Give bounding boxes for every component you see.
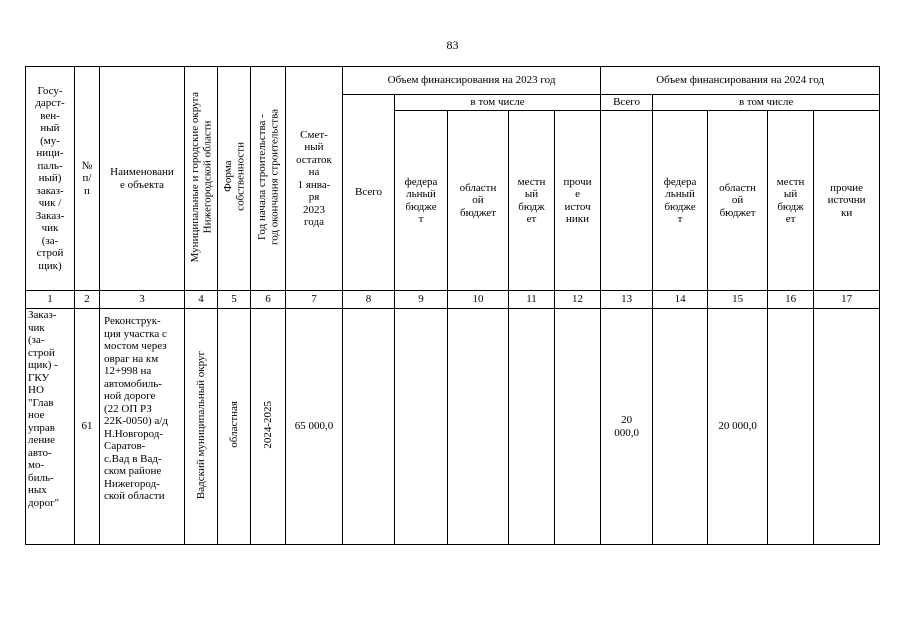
header-other-2023: прочи е источ ники [555, 111, 601, 291]
cell-total-2024: 20 000,0 [601, 309, 653, 545]
column-number: 9 [395, 291, 448, 309]
column-number: 2 [75, 291, 100, 309]
cell-local-2023 [509, 309, 555, 545]
cell-total-2023 [343, 309, 395, 545]
column-number: 6 [251, 291, 286, 309]
header-regional-2024: областн ой бюджет [708, 111, 768, 291]
header-customer: Госу- дарст- вен- ный (му- ници- паль- ный) заказ- чик / Заказ- чик (за- строй щик) [26, 67, 75, 291]
table-row [26, 309, 880, 545]
column-number: 4 [185, 291, 218, 309]
column-number: 11 [509, 291, 555, 309]
header-years-cell [251, 67, 286, 291]
header-ownership: Форма собственности [221, 142, 246, 212]
cell-regional-2023 [448, 309, 509, 545]
header-empty-2024 [601, 111, 653, 291]
header-estimated-balance: Смет- ный остаток на 1 янва- ря 2023 года [286, 67, 343, 291]
cell-local-2024 [768, 309, 814, 545]
cell-ownership: областная [227, 401, 240, 449]
header-total-2024: Всего [601, 95, 653, 111]
header-object-name: Наименовани е объекта [100, 67, 185, 291]
header-local-2024: местн ый бюдж ет [768, 111, 814, 291]
header-funding-2023: Объем финансирования на 2023 год [343, 67, 601, 95]
header-local-2023: местн ый бюдж ет [509, 111, 555, 291]
header-federal-2024: федера льный бюдже т [653, 111, 708, 291]
cell-estimated-balance: 65 000,0 [286, 309, 343, 545]
column-number: 15 [708, 291, 768, 309]
column-number: 17 [814, 291, 880, 309]
column-number: 8 [343, 291, 395, 309]
column-number: 3 [100, 291, 185, 309]
cell-municipality: Вадский муниципальный округ [194, 350, 207, 499]
header-construction-years: Год начала строительства - год окончания строительства [255, 108, 280, 245]
header-row-no: № п/ п [75, 67, 100, 291]
cell-customer: Заказ- чик (за- строй щик) - ГКУ НО "Глав ное управ ление авто- мо- биль- ных дорог" [26, 309, 75, 545]
cell-regional-2024: 20 000,0 [708, 309, 768, 545]
cell-other-2024 [814, 309, 880, 545]
column-number: 13 [601, 291, 653, 309]
header-total-2023: Всего [343, 95, 395, 291]
header-municipality: Муниципальные и городские округа Нижегородской области [188, 91, 213, 262]
cell-years-cell [251, 309, 286, 545]
column-number: 16 [768, 291, 814, 309]
header-including-2023: в том числе [395, 95, 601, 111]
header-including-2024: в том числе [653, 95, 880, 111]
cell-object-name: Реконструк- ция участка с мостом через овраг на км 12+998 на автомобиль- ной дороге (22 ОП РЗ 22К-0050) а/д Н.Новгород- Саратов- с.Вад в Вад- ском районе Нижегород- ской области [100, 309, 185, 545]
column-number-row [26, 291, 880, 309]
cell-other-2023 [555, 309, 601, 545]
page-number: 83 [446, 38, 459, 52]
cell-municipality-cell [185, 309, 218, 545]
cell-ownership-cell [218, 309, 251, 545]
funding-table [25, 66, 880, 545]
cell-construction-years: 2024-2025 [261, 400, 274, 449]
column-number: 5 [218, 291, 251, 309]
column-number: 14 [653, 291, 708, 309]
cell-federal-2024 [653, 309, 708, 545]
cell-row-no: 61 [75, 309, 100, 545]
column-number: 10 [448, 291, 509, 309]
header-municipality-cell [185, 67, 218, 291]
header-federal-2023: федера льный бюдже т [395, 111, 448, 291]
header-funding-2024: Объем финансирования на 2024 год [601, 67, 880, 95]
header-ownership-cell [218, 67, 251, 291]
cell-federal-2023 [395, 309, 448, 545]
column-number: 7 [286, 291, 343, 309]
column-number: 12 [555, 291, 601, 309]
header-other-2024: прочие источни ки [814, 111, 880, 291]
column-number: 1 [26, 291, 75, 309]
header-regional-2023: областн ой бюджет [448, 111, 509, 291]
